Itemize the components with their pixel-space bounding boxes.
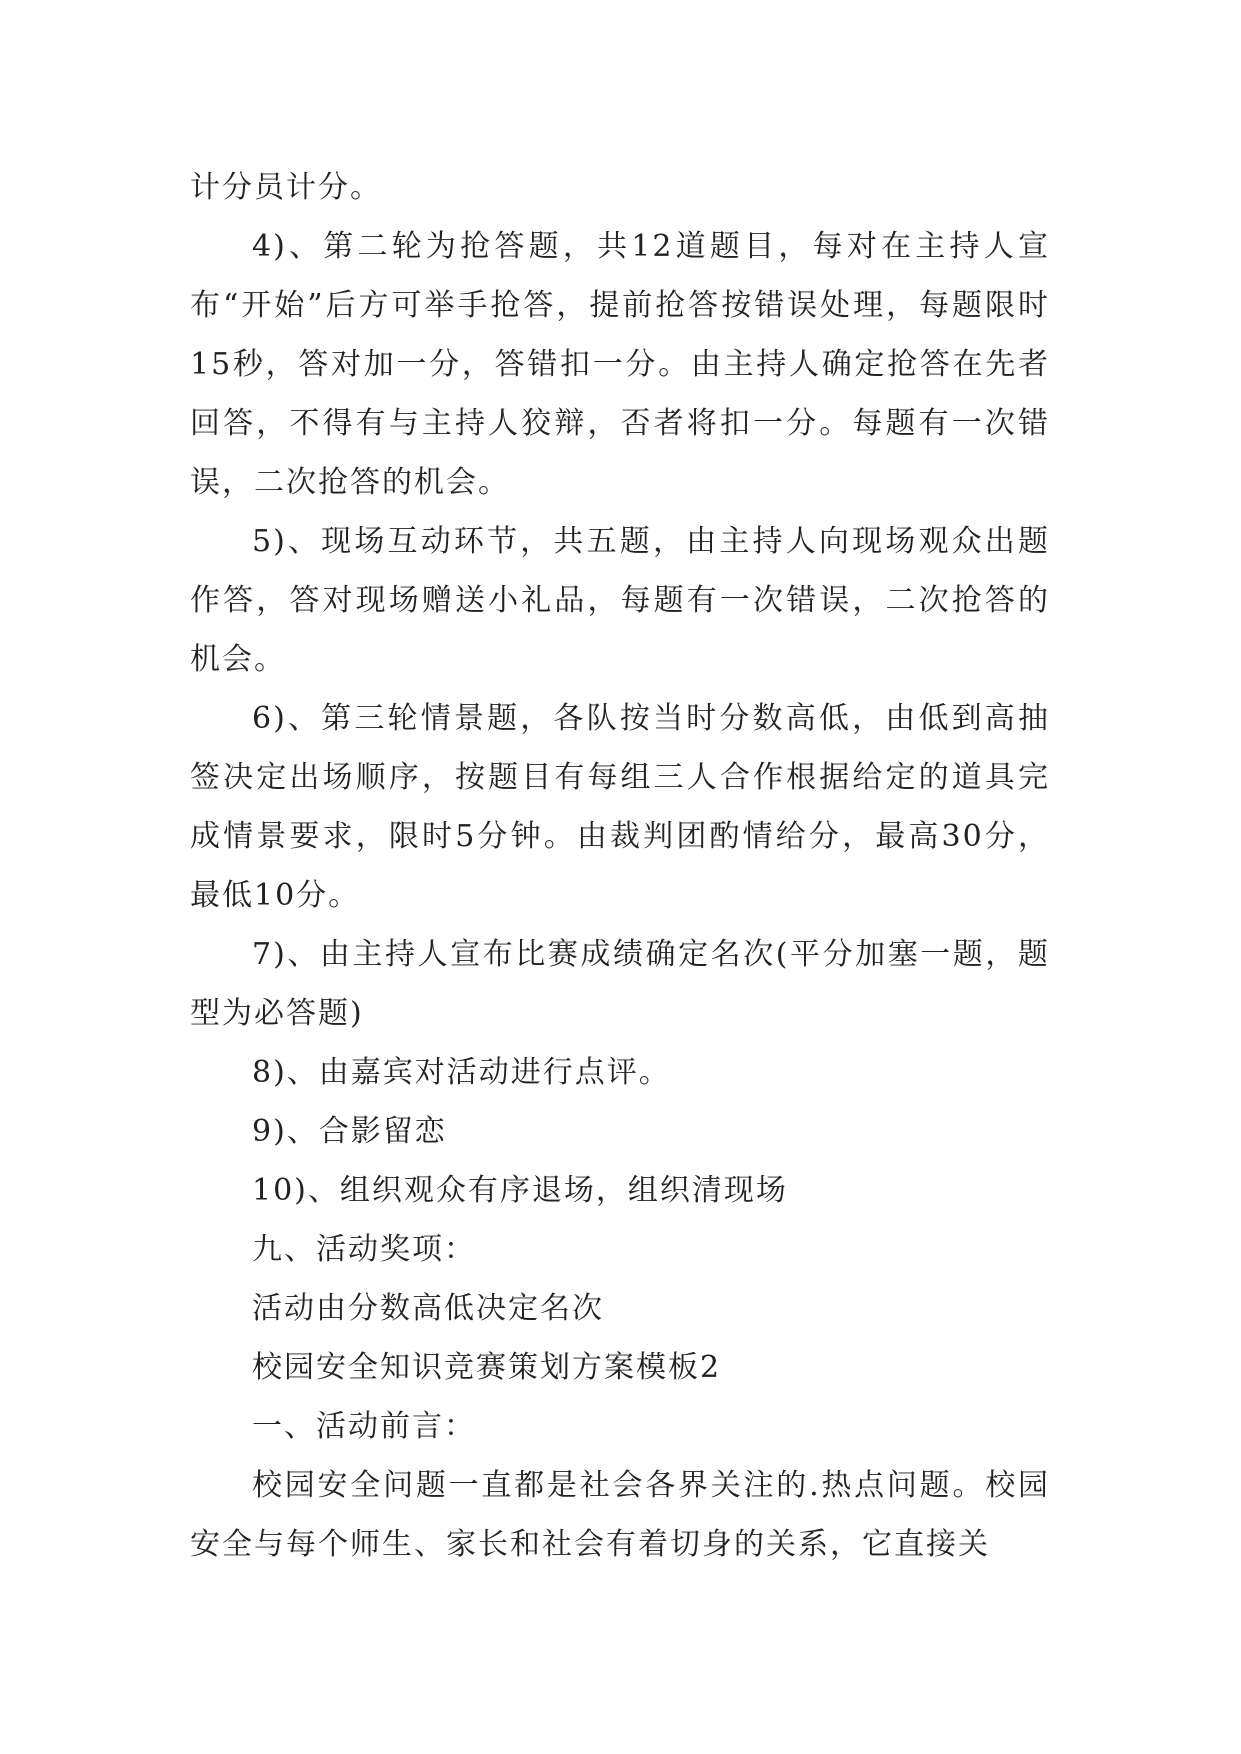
paragraph-round-three: 6)、第三轮情景题，各队按当时分数高低，由低到高抽签决定出场顺序，按题目有每组三人合作根据给定的道具完成情景要求，限时5分钟。由裁判团酌情给分，最高30分，最低10分。 (190, 701, 1050, 913)
heading-template-2: 校园安全知识竞赛策划方案模板2 (252, 1350, 722, 1385)
document-body (190, 158, 1050, 1574)
paragraph-exit: 10)、组织观众有序退场，组织清现场 (252, 1173, 788, 1208)
paragraph-group-photo: 9)、合影留恋 (252, 1114, 447, 1149)
paragraph-guest-comments: 8)、由嘉宾对活动进行点评。 (252, 1055, 671, 1090)
heading-awards: 九、活动奖项： (252, 1232, 476, 1267)
heading-preface: 一、活动前言： (252, 1409, 476, 1444)
paragraph-announce-results: 7)、由主持人宣布比赛成绩确定名次(平分加塞一题，题型为必答题) (190, 937, 1050, 1031)
paragraph-preface-body: 校园安全问题一直都是社会各界关注的.热点问题。校园安全与每个师生、家长和社会有着切身的关系，它直接关 (190, 1468, 1050, 1562)
paragraph-scorer: 计分员计分。 (190, 170, 382, 205)
paragraph-audience-interaction: 5)、现场互动环节，共五题，由主持人向现场观众出题作答，答对现场赠送小礼品，每题有一次错误，二次抢答的机会。 (190, 524, 1050, 677)
paragraph-round-two: 4)、第二轮为抢答题，共12道题目，每对在主持人宣布“开始”后方可举手抢答，提前抢答按错误处理，每题限时15秒，答对加一分，答错扣一分。由主持人确定抢答在先者回答，不得有与主持人狡辩，否者将扣一分。每题有一次错误，二次抢答的机会。 (190, 229, 1050, 500)
paragraph-awards-rule: 活动由分数高低决定名次 (252, 1291, 604, 1326)
